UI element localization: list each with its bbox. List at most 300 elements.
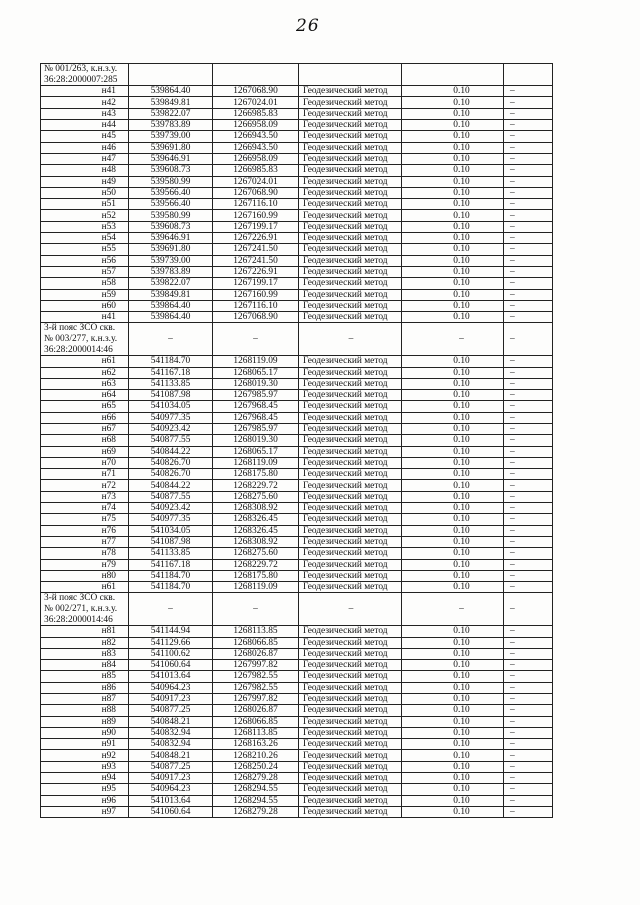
method: Геодезический метод — [299, 660, 402, 671]
table-row — [41, 356, 553, 367]
note: – — [504, 312, 553, 323]
coord-y: 1266943.50 — [213, 142, 299, 153]
note: – — [504, 120, 553, 131]
accuracy: 0.10 — [402, 784, 504, 795]
point-id: н51 — [41, 199, 129, 210]
coord-x: 539691.80 — [129, 244, 213, 255]
coord-x: 539566.40 — [129, 199, 213, 210]
method: Геодезический метод — [299, 525, 402, 536]
accuracy: 0.10 — [402, 536, 504, 547]
table-row — [41, 773, 553, 784]
table-row — [41, 716, 553, 727]
coord-y: 1267968.45 — [213, 401, 299, 412]
note: – — [504, 582, 553, 593]
coord-x: 539864.40 — [129, 312, 213, 323]
section-heading-line: 3-й пояс ЗСО скв. — [44, 323, 116, 334]
section-header-dash — [213, 64, 299, 86]
table-row — [41, 503, 553, 514]
section-heading — [41, 593, 129, 626]
coord-y: 1267985.97 — [213, 390, 299, 401]
accuracy: 0.10 — [402, 739, 504, 750]
accuracy: 0.10 — [402, 480, 504, 491]
point-id: н60 — [41, 300, 129, 311]
method: Геодезический метод — [299, 108, 402, 119]
accuracy: 0.10 — [402, 255, 504, 266]
coord-x: 540826.70 — [129, 469, 213, 480]
point-id: н56 — [41, 255, 129, 266]
point-id: н41 — [41, 86, 129, 97]
table-row — [41, 233, 553, 244]
table-row — [41, 390, 553, 401]
note: – — [504, 727, 553, 738]
point-id: н78 — [41, 548, 129, 559]
note: – — [504, 525, 553, 536]
method: Геодезический метод — [299, 131, 402, 142]
point-id: н84 — [41, 660, 129, 671]
note: – — [504, 356, 553, 367]
table-row — [41, 739, 553, 750]
note: – — [504, 244, 553, 255]
point-id: н46 — [41, 142, 129, 153]
method: Геодезический метод — [299, 435, 402, 446]
method: Геодезический метод — [299, 637, 402, 648]
method: Геодезический метод — [299, 446, 402, 457]
coord-x: 541184.70 — [129, 582, 213, 593]
accuracy: 0.10 — [402, 795, 504, 806]
method: Геодезический метод — [299, 401, 402, 412]
coord-x: 541184.70 — [129, 356, 213, 367]
coord-x: 539739.00 — [129, 255, 213, 266]
point-id: н61 — [41, 356, 129, 367]
table-row — [41, 457, 553, 468]
coord-x: 540964.23 — [129, 682, 213, 693]
note: – — [504, 570, 553, 581]
coord-y: 1267199.17 — [213, 221, 299, 232]
table-row — [41, 300, 553, 311]
table-row — [41, 750, 553, 761]
accuracy: 0.10 — [402, 312, 504, 323]
table-row — [41, 97, 553, 108]
accuracy: 0.10 — [402, 750, 504, 761]
method: Геодезический метод — [299, 559, 402, 570]
coord-x: 540923.42 — [129, 423, 213, 434]
accuracy: 0.10 — [402, 435, 504, 446]
coord-x: 540832.94 — [129, 739, 213, 750]
method: Геодезический метод — [299, 390, 402, 401]
accuracy: 0.10 — [402, 694, 504, 705]
coord-x: 540877.25 — [129, 705, 213, 716]
section-heading-line: № 002/271, к.н.з.у. — [44, 604, 118, 615]
section-header-dash: – — [129, 593, 213, 626]
point-id: н82 — [41, 637, 129, 648]
coord-y: 1266943.50 — [213, 131, 299, 142]
point-id: н68 — [41, 435, 129, 446]
accuracy: 0.10 — [402, 491, 504, 502]
note: – — [504, 626, 553, 637]
coord-x: 539739.00 — [129, 131, 213, 142]
section-heading-line: 36:28:2000007:285 — [44, 74, 118, 85]
coord-x: 540977.35 — [129, 514, 213, 525]
method: Геодезический метод — [299, 153, 402, 164]
coord-y: 1267241.50 — [213, 244, 299, 255]
coord-y: 1268119.09 — [213, 582, 299, 593]
table-row — [41, 559, 553, 570]
table-row — [41, 660, 553, 671]
method: Геодезический метод — [299, 773, 402, 784]
accuracy: 0.10 — [402, 514, 504, 525]
method: Геодезический метод — [299, 671, 402, 682]
point-id: н48 — [41, 165, 129, 176]
method: Геодезический метод — [299, 469, 402, 480]
method: Геодезический метод — [299, 210, 402, 221]
section-header-row — [41, 64, 553, 86]
accuracy: 0.10 — [402, 131, 504, 142]
method: Геодезический метод — [299, 266, 402, 277]
coord-x: 540877.55 — [129, 435, 213, 446]
point-id: н92 — [41, 750, 129, 761]
coord-y: 1267068.90 — [213, 312, 299, 323]
point-id: н55 — [41, 244, 129, 255]
method: Геодезический метод — [299, 187, 402, 198]
page-number: 26 — [296, 16, 320, 36]
note: – — [504, 694, 553, 705]
coord-y: 1267024.01 — [213, 176, 299, 187]
accuracy: 0.10 — [402, 244, 504, 255]
table-row — [41, 480, 553, 491]
coord-y: 1268229.72 — [213, 480, 299, 491]
method: Геодезический метод — [299, 694, 402, 705]
point-id: н59 — [41, 289, 129, 300]
coord-y: 1268065.17 — [213, 367, 299, 378]
accuracy: 0.10 — [402, 412, 504, 423]
accuracy: 0.10 — [402, 637, 504, 648]
table-row — [41, 525, 553, 536]
accuracy: 0.10 — [402, 671, 504, 682]
table-row — [41, 582, 553, 593]
method: Геодезический метод — [299, 165, 402, 176]
table-row — [41, 570, 553, 581]
section-header-row — [41, 323, 553, 356]
table-row — [41, 86, 553, 97]
coord-x: 539608.73 — [129, 165, 213, 176]
table-row — [41, 153, 553, 164]
coord-y: 1267968.45 — [213, 412, 299, 423]
point-id: н69 — [41, 446, 129, 457]
coord-y: 1267982.55 — [213, 671, 299, 682]
coord-x: 539822.07 — [129, 108, 213, 119]
coord-y: 1267997.82 — [213, 694, 299, 705]
method: Геодезический метод — [299, 739, 402, 750]
note: – — [504, 108, 553, 119]
point-id: н83 — [41, 648, 129, 659]
method: Геодезический метод — [299, 705, 402, 716]
coord-x: 540917.23 — [129, 773, 213, 784]
method: Геодезический метод — [299, 176, 402, 187]
point-id: н81 — [41, 626, 129, 637]
point-id: н79 — [41, 559, 129, 570]
coord-y: 1267241.50 — [213, 255, 299, 266]
method: Геодезический метод — [299, 480, 402, 491]
table-row — [41, 210, 553, 221]
coord-y: 1267116.10 — [213, 300, 299, 311]
point-id: н73 — [41, 491, 129, 502]
coord-x: 540923.42 — [129, 503, 213, 514]
coord-x: 539822.07 — [129, 278, 213, 289]
coord-x: 541144.94 — [129, 626, 213, 637]
point-id: н76 — [41, 525, 129, 536]
coord-x: 540877.55 — [129, 491, 213, 502]
note: – — [504, 142, 553, 153]
method: Геодезический метод — [299, 412, 402, 423]
section-header-dash: – — [402, 593, 504, 626]
coord-y: 1268294.55 — [213, 795, 299, 806]
table-row — [41, 367, 553, 378]
accuracy: 0.10 — [402, 165, 504, 176]
section-header-dash — [504, 64, 553, 86]
table-row — [41, 378, 553, 389]
table-row — [41, 784, 553, 795]
accuracy: 0.10 — [402, 773, 504, 784]
section-heading — [41, 323, 129, 356]
method: Геодезический метод — [299, 97, 402, 108]
point-id: н52 — [41, 210, 129, 221]
point-id: н65 — [41, 401, 129, 412]
method: Геодезический метод — [299, 289, 402, 300]
method: Геодезический метод — [299, 244, 402, 255]
accuracy: 0.10 — [402, 626, 504, 637]
note: – — [504, 210, 553, 221]
point-id: н43 — [41, 108, 129, 119]
section-header-row — [41, 593, 553, 626]
coord-y: 1267160.99 — [213, 210, 299, 221]
coord-y: 1266985.83 — [213, 108, 299, 119]
method: Геодезический метод — [299, 716, 402, 727]
table-row — [41, 221, 553, 232]
point-id: н42 — [41, 97, 129, 108]
coord-x: 539691.80 — [129, 142, 213, 153]
section-header-dash: – — [213, 323, 299, 356]
coord-y: 1268326.45 — [213, 514, 299, 525]
point-id: н70 — [41, 457, 129, 468]
accuracy: 0.10 — [402, 446, 504, 457]
point-id: н80 — [41, 570, 129, 581]
method: Геодезический метод — [299, 457, 402, 468]
coord-x: 539608.73 — [129, 221, 213, 232]
accuracy: 0.10 — [402, 705, 504, 716]
table-row — [41, 266, 553, 277]
point-id: н90 — [41, 727, 129, 738]
coord-x: 539783.89 — [129, 120, 213, 131]
accuracy: 0.10 — [402, 300, 504, 311]
section-header-dash: – — [213, 593, 299, 626]
note: – — [504, 514, 553, 525]
table-row — [41, 278, 553, 289]
section-header-dash: – — [504, 593, 553, 626]
accuracy: 0.10 — [402, 727, 504, 738]
method: Геодезический метод — [299, 221, 402, 232]
table-row — [41, 131, 553, 142]
coord-y: 1268326.45 — [213, 525, 299, 536]
method: Геодезический метод — [299, 648, 402, 659]
coord-y: 1267024.01 — [213, 97, 299, 108]
method: Геодезический метод — [299, 367, 402, 378]
coord-x: 540832.94 — [129, 727, 213, 738]
coord-y: 1268250.24 — [213, 761, 299, 772]
point-id: н89 — [41, 716, 129, 727]
table-row — [41, 514, 553, 525]
coord-x: 541129.66 — [129, 637, 213, 648]
table-row — [41, 255, 553, 266]
method: Геодезический метод — [299, 142, 402, 153]
method: Геодезический метод — [299, 784, 402, 795]
method: Геодезический метод — [299, 682, 402, 693]
accuracy: 0.10 — [402, 457, 504, 468]
coord-x: 541167.18 — [129, 367, 213, 378]
point-id: н94 — [41, 773, 129, 784]
coord-y: 1268019.30 — [213, 435, 299, 446]
method: Геодезический метод — [299, 503, 402, 514]
table-row — [41, 187, 553, 198]
coord-x: 541060.64 — [129, 806, 213, 817]
note: – — [504, 784, 553, 795]
point-id: н96 — [41, 795, 129, 806]
table-row — [41, 761, 553, 772]
note: – — [504, 165, 553, 176]
coord-x: 541034.05 — [129, 525, 213, 536]
section-heading-line: № 003/277, к.н.з.у. — [44, 334, 118, 345]
coord-x: 540917.23 — [129, 694, 213, 705]
coord-x: 541087.98 — [129, 390, 213, 401]
method: Геодезический метод — [299, 120, 402, 131]
point-id: н91 — [41, 739, 129, 750]
method: Геодезический метод — [299, 727, 402, 738]
note: – — [504, 457, 553, 468]
section-header-dash: – — [299, 323, 402, 356]
note: – — [504, 86, 553, 97]
method: Геодезический метод — [299, 199, 402, 210]
coord-y: 1268065.17 — [213, 446, 299, 457]
coord-x: 541184.70 — [129, 570, 213, 581]
accuracy: 0.10 — [402, 356, 504, 367]
note: – — [504, 187, 553, 198]
coord-x: 539566.40 — [129, 187, 213, 198]
coord-y: 1267226.91 — [213, 266, 299, 277]
coord-y: 1267985.97 — [213, 423, 299, 434]
coord-x: 539646.91 — [129, 153, 213, 164]
point-id: н85 — [41, 671, 129, 682]
accuracy: 0.10 — [402, 278, 504, 289]
coord-y: 1268066.85 — [213, 716, 299, 727]
coord-y: 1268294.55 — [213, 784, 299, 795]
accuracy: 0.10 — [402, 682, 504, 693]
coord-y: 1268026.87 — [213, 648, 299, 659]
point-id: н66 — [41, 412, 129, 423]
table-row — [41, 435, 553, 446]
coord-x: 539864.40 — [129, 86, 213, 97]
table-row — [41, 289, 553, 300]
point-id: н45 — [41, 131, 129, 142]
section-heading-line: 3-й пояс ЗСО скв. — [44, 593, 116, 604]
note: – — [504, 390, 553, 401]
coord-y: 1268308.92 — [213, 536, 299, 547]
note: – — [504, 378, 553, 389]
coord-x: 541034.05 — [129, 401, 213, 412]
accuracy: 0.10 — [402, 469, 504, 480]
accuracy: 0.10 — [402, 401, 504, 412]
note: – — [504, 739, 553, 750]
point-id: н67 — [41, 423, 129, 434]
coord-x: 540844.22 — [129, 446, 213, 457]
coord-y: 1267997.82 — [213, 660, 299, 671]
table-row — [41, 108, 553, 119]
point-id: н93 — [41, 761, 129, 772]
method: Геодезический метод — [299, 233, 402, 244]
note: – — [504, 773, 553, 784]
method: Геодезический метод — [299, 570, 402, 581]
point-id: н58 — [41, 278, 129, 289]
accuracy: 0.10 — [402, 153, 504, 164]
note: – — [504, 503, 553, 514]
section-heading-line: 36:28:2000014:46 — [44, 344, 113, 355]
table-row — [41, 176, 553, 187]
table-row — [41, 637, 553, 648]
coord-x: 539849.81 — [129, 97, 213, 108]
point-id: н50 — [41, 187, 129, 198]
table-row — [41, 469, 553, 480]
table-row — [41, 312, 553, 323]
note: – — [504, 806, 553, 817]
coord-y: 1268210.26 — [213, 750, 299, 761]
accuracy: 0.10 — [402, 648, 504, 659]
table-row — [41, 648, 553, 659]
coord-y: 1266958.09 — [213, 153, 299, 164]
note: – — [504, 266, 553, 277]
coord-x: 541060.64 — [129, 660, 213, 671]
note: – — [504, 153, 553, 164]
method: Геодезический метод — [299, 750, 402, 761]
accuracy: 0.10 — [402, 108, 504, 119]
note: – — [504, 446, 553, 457]
point-id: н64 — [41, 390, 129, 401]
accuracy: 0.10 — [402, 570, 504, 581]
point-id: н54 — [41, 233, 129, 244]
point-id: н87 — [41, 694, 129, 705]
table-row — [41, 412, 553, 423]
section-heading — [41, 64, 129, 86]
method: Геодезический метод — [299, 806, 402, 817]
point-id: н75 — [41, 514, 129, 525]
note: – — [504, 233, 553, 244]
table-row — [41, 142, 553, 153]
coord-y: 1268175.80 — [213, 469, 299, 480]
coord-x: 541013.64 — [129, 671, 213, 682]
point-id: н97 — [41, 806, 129, 817]
table-row — [41, 244, 553, 255]
accuracy: 0.10 — [402, 187, 504, 198]
coord-y: 1267226.91 — [213, 233, 299, 244]
table-row — [41, 536, 553, 547]
coord-x: 541133.85 — [129, 378, 213, 389]
method: Геодезический метод — [299, 312, 402, 323]
coordinates-table — [40, 63, 553, 818]
coord-y: 1268119.09 — [213, 457, 299, 468]
note: – — [504, 761, 553, 772]
coord-y: 1268113.85 — [213, 727, 299, 738]
coord-x: 541133.85 — [129, 548, 213, 559]
method: Геодезический метод — [299, 761, 402, 772]
coord-y: 1266985.83 — [213, 165, 299, 176]
note: – — [504, 705, 553, 716]
